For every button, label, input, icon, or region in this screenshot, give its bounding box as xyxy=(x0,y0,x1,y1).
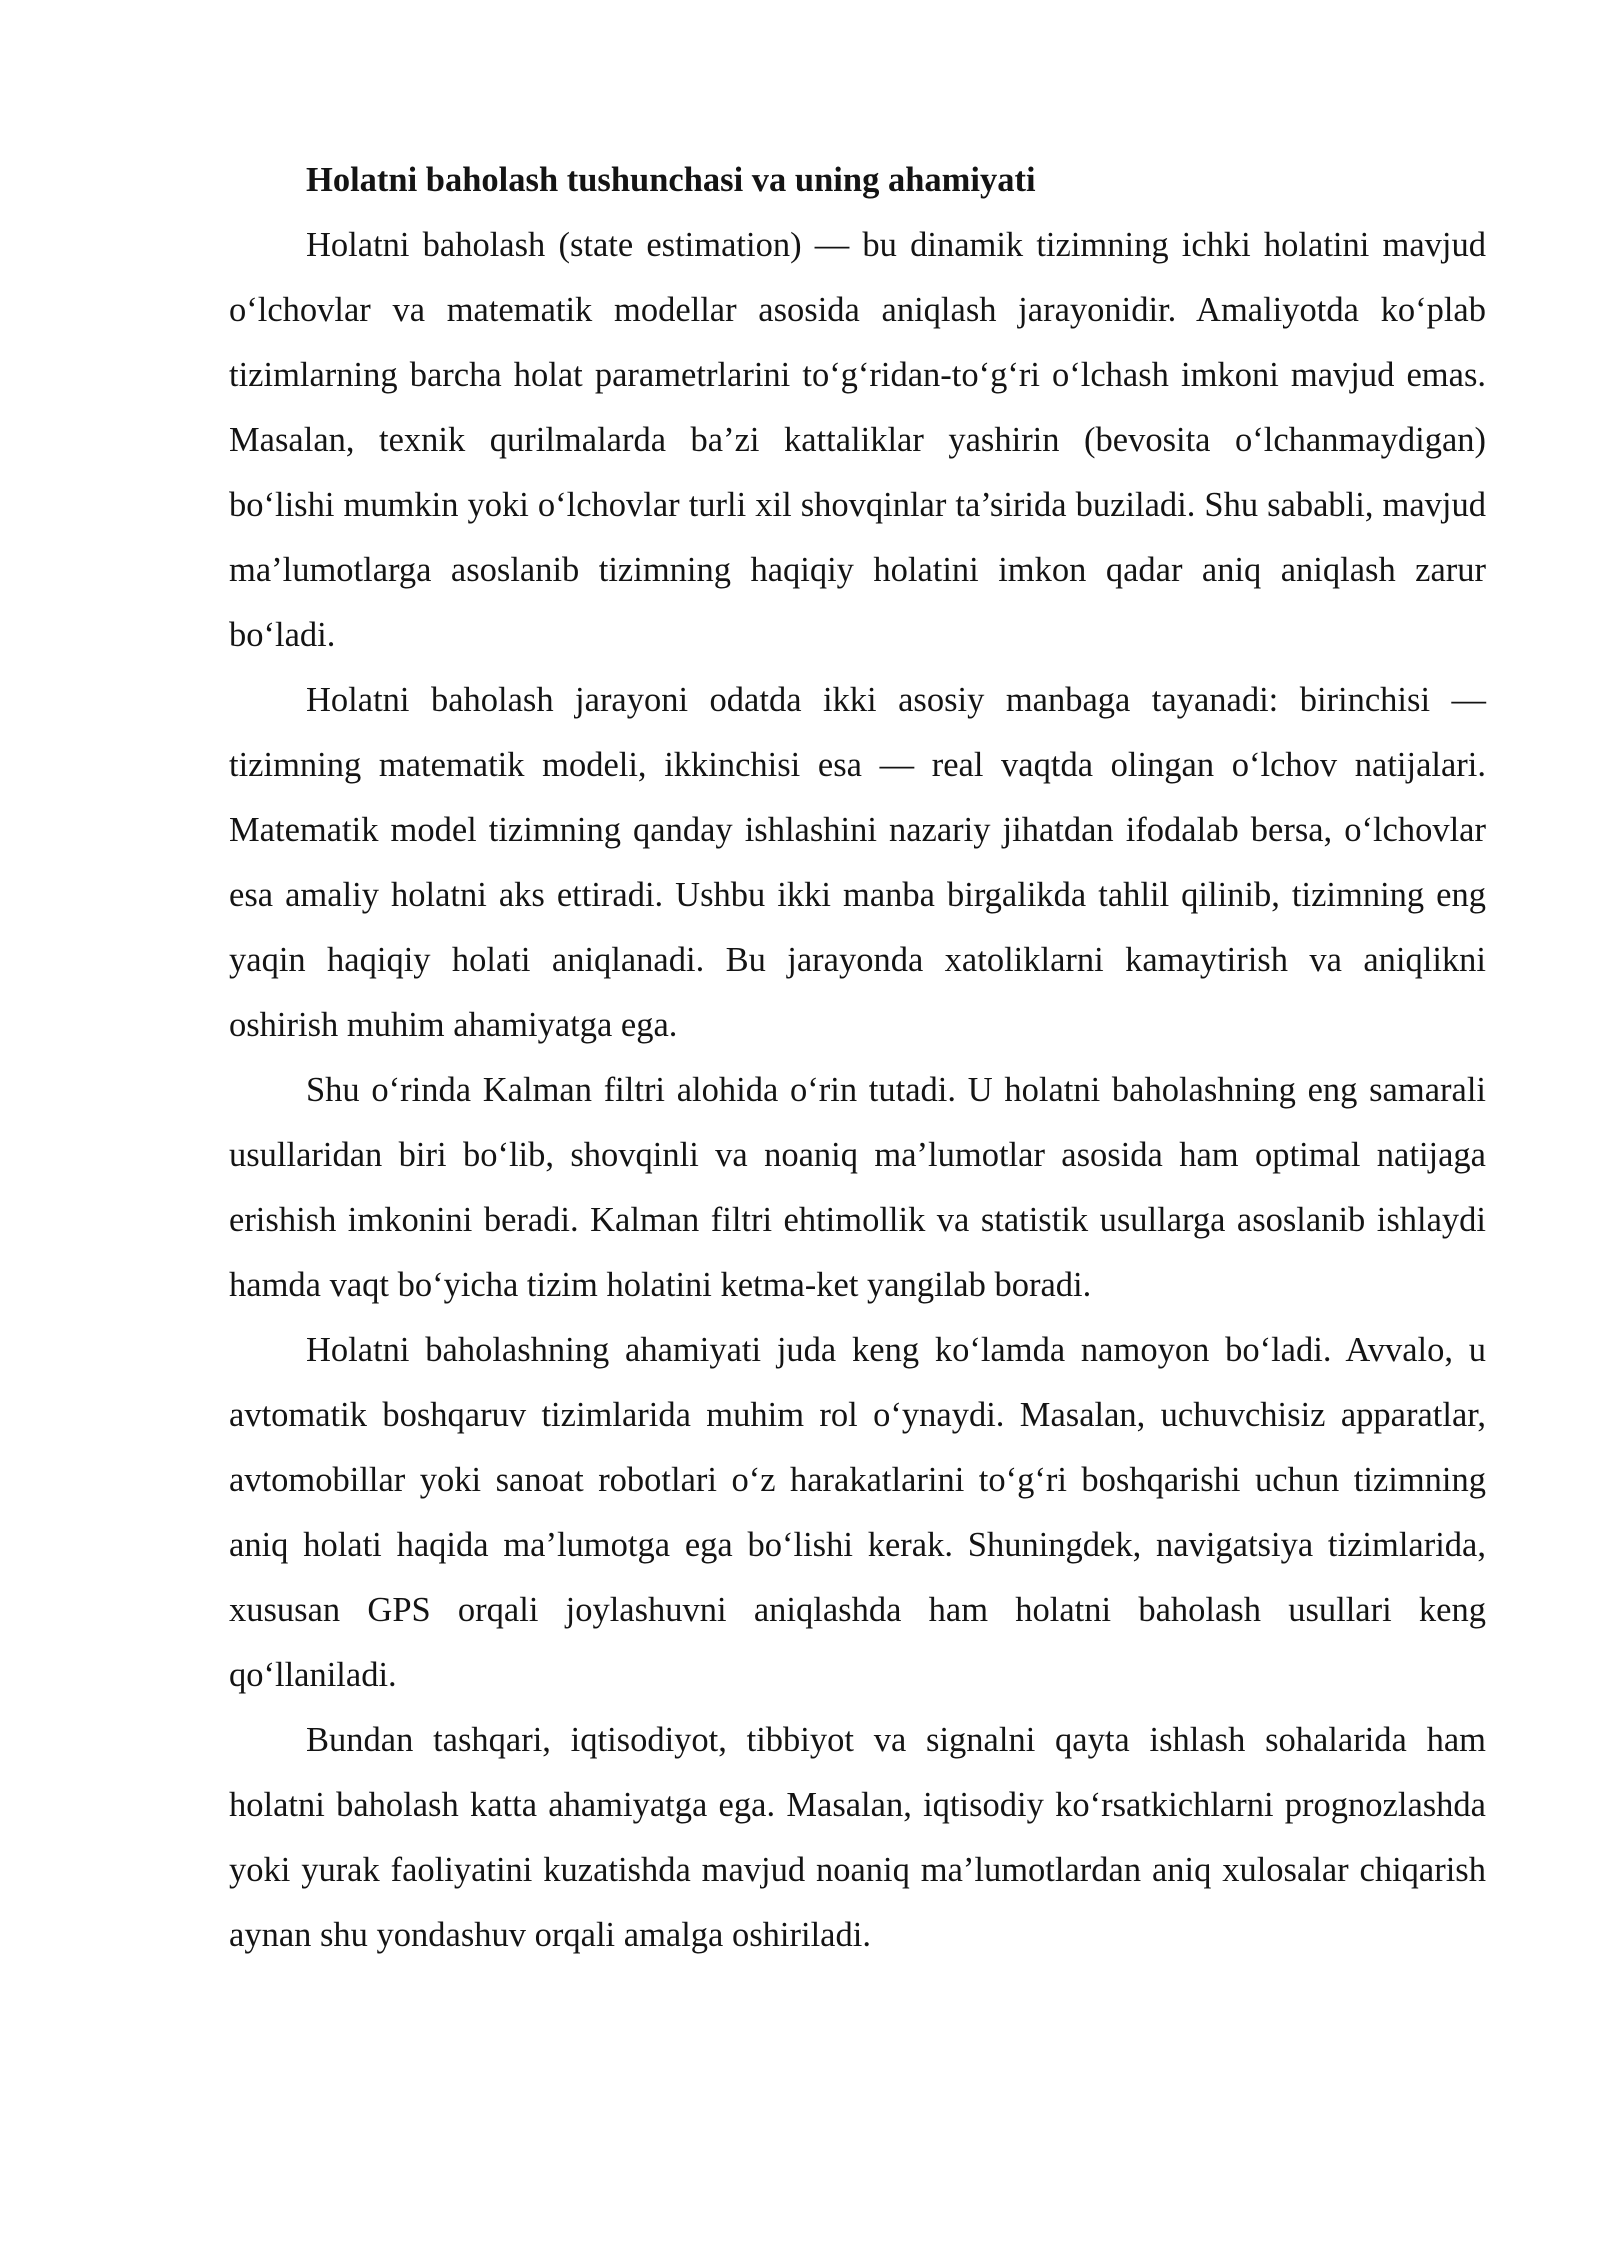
paragraph-importance: Holatni baholashning ahamiyati juda keng ko‘lamda namoyon bo‘ladi. Avvalo, u avtomatik boshqaruv tizimlarida muhim rol o‘ynaydi. Masalan, uchuvchisiz apparatlar, avtomobillar yoki sanoat robotlari o‘z harakatlarini to‘g‘ri boshqarishi uchun tizimning aniq holati haqida ma’lumotga ega bo‘lishi kerak. Shuningdek, navigatsiya tizimlarida, xususan GPS orqali joylashuvni aniqlashda ham holatni baholash usullari keng qo‘llaniladi. xyxy=(229,1331,1486,1694)
paragraph-definition: Holatni baholash (state estimation) — bu dinamik tizimning ichki holatini mavjud o‘lchovlar va matematik modellar asosida aniqlash jarayonidir. Amaliyotda ko‘plab tizimlarning barcha holat parametrlarini to‘g‘ridan-to‘g‘ri o‘lchash imkoni mavjud emas. Masalan, texnik qurilmalarda ba’zi kattaliklar yashirin (bevosita o‘lchanmaydigan) bo‘lishi mumkin yoki o‘lchovlar turli xil shovqinlar ta’sirida buziladi. Shu sababli, mavjud ma’lumotlarga asoslanib tizimning haqiqiy holatini imkon qadar aniq aniqlash zarur bo‘ladi. xyxy=(229,226,1486,654)
section-heading: Holatni baholash tushunchasi va uning ahamiyati xyxy=(306,161,1036,199)
paragraph-sources: Holatni baholash jarayoni odatda ikki asosiy manbaga tayanadi: birinchisi — tizimning matematik modeli, ikkinchisi esa — real vaqtda olingan o‘lchov natijalari. Matematik model tizimning qanday ishlashini nazariy jihatdan ifodalab bersa, o‘lchovlar esa amaliy holatni aks ettiradi. Ushbu ikki manba birgalikda tahlil qilinib, tizimning eng yaqin haqiqiy holati aniqlanadi. Bu jarayonda xatoliklarni kamaytirish va aniqlikni oshirish muhim ahamiyatga ega. xyxy=(229,681,1486,1044)
paragraph-kalman-filter: Shu o‘rinda Kalman filtri alohida o‘rin tutadi. U holatni baholashning eng samarali usullaridan biri bo‘lib, shovqinli va noaniq ma’lumotlar asosida ham optimal natijaga erishish imkonini beradi. Kalman filtri ehtimollik va statistik usullarga asoslanib ishlaydi hamda vaqt bo‘yicha tizim holatini ketma-ket yangilab boradi. xyxy=(229,1071,1486,1304)
paragraph-other-fields: Bundan tashqari, iqtisodiyot, tibbiyot va signalni qayta ishlash sohalarida ham holatni baholash katta ahamiyatga ega. Masalan, iqtisodiy ko‘rsatkichlarni prognozlashda yoki yurak faoliyatini kuzatishda mavjud noaniq ma’lumotlardan aniq xulosalar chiqarish aynan shu yondashuv orqali amalga oshiriladi. xyxy=(229,1721,1486,1954)
document-body xyxy=(229,148,1486,1968)
